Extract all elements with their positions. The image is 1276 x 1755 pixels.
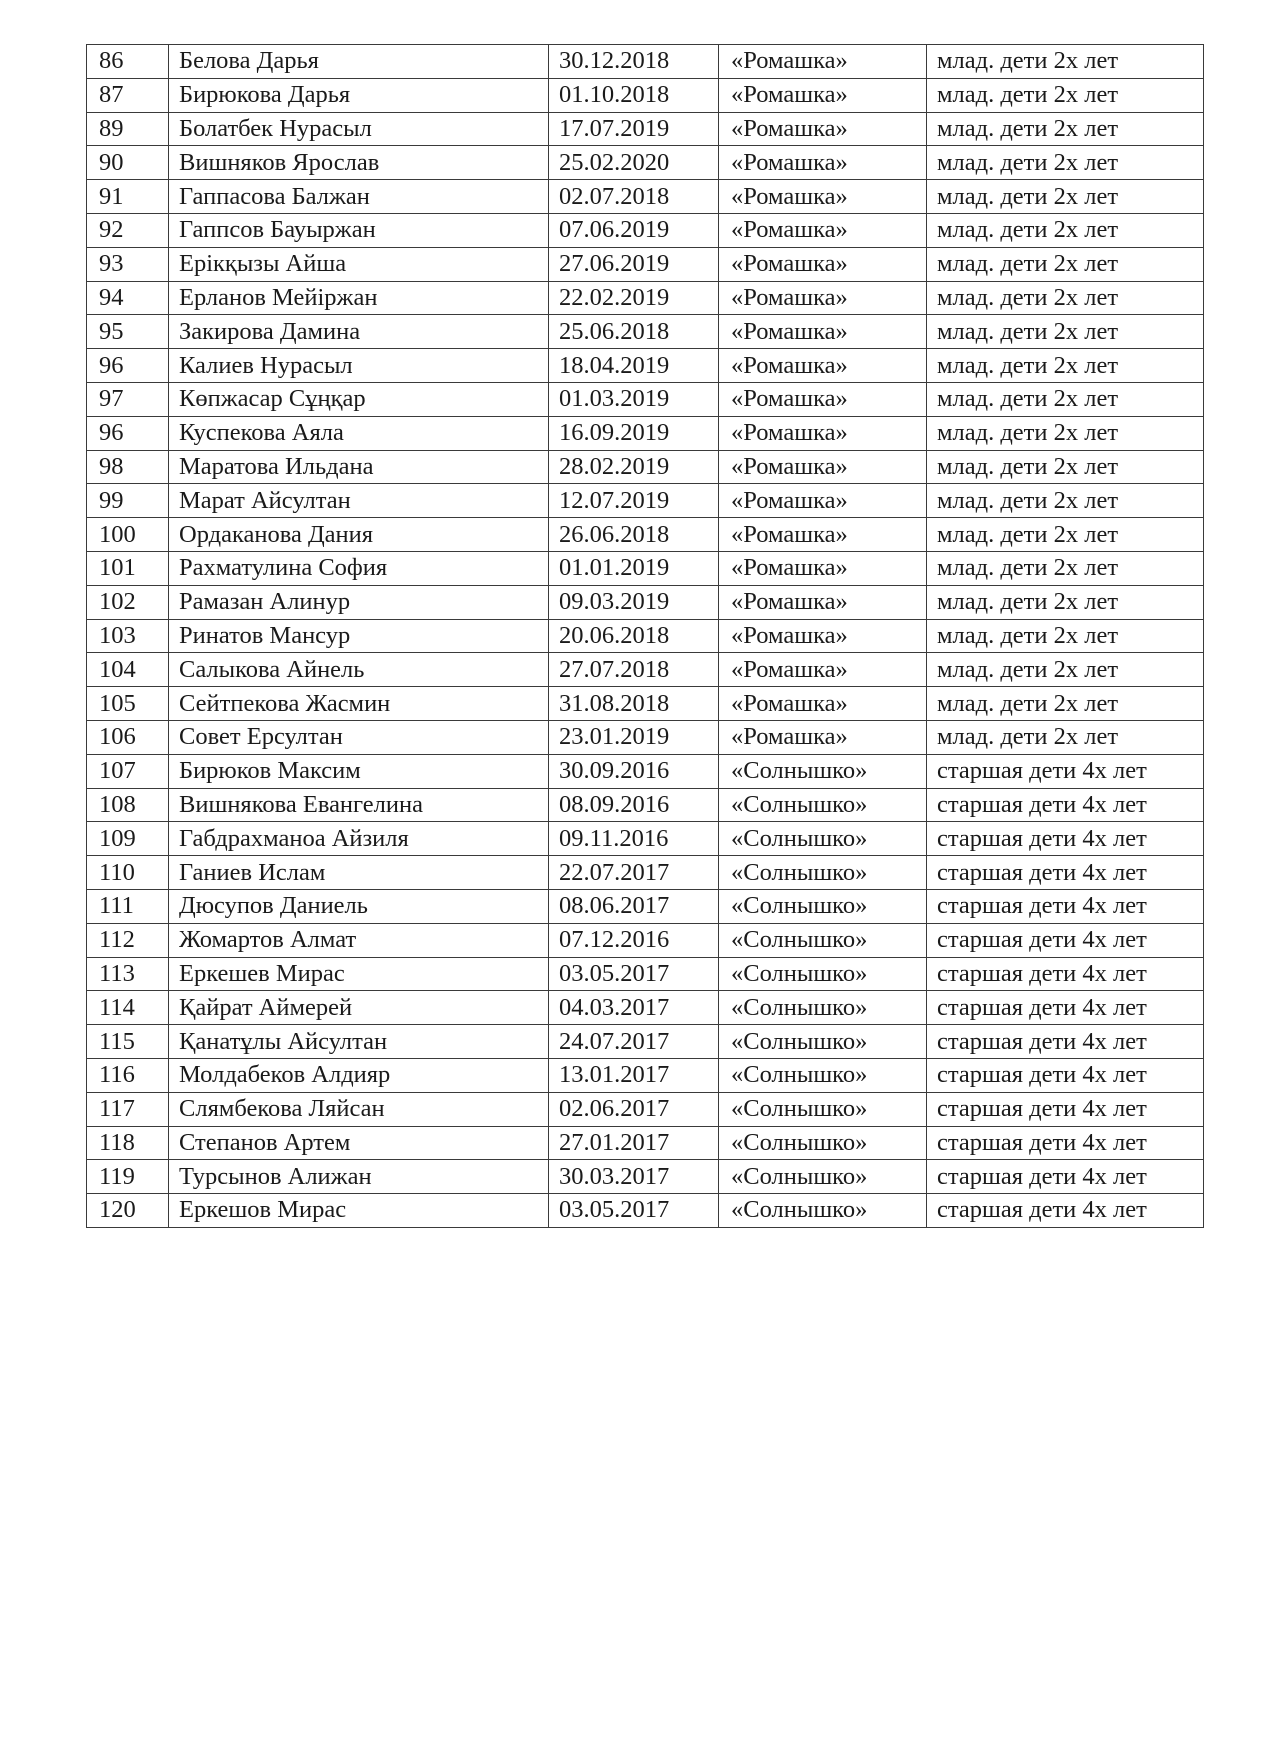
table-row bbox=[87, 146, 1204, 180]
table-row bbox=[87, 518, 1204, 552]
group-name-cell: «Ромашка» bbox=[719, 585, 927, 619]
row-number-cell: 108 bbox=[87, 788, 169, 822]
table-row bbox=[87, 78, 1204, 112]
group-name-cell: «Ромашка» bbox=[719, 78, 927, 112]
table-row bbox=[87, 856, 1204, 890]
group-name-cell: «Ромашка» bbox=[719, 450, 927, 484]
table-row bbox=[87, 1092, 1204, 1126]
group-name-cell: «Ромашка» bbox=[719, 619, 927, 653]
row-number-cell: 115 bbox=[87, 1025, 169, 1059]
group-name-cell: «Солнышко» bbox=[719, 1025, 927, 1059]
group-name-cell: «Ромашка» bbox=[719, 247, 927, 281]
child-name-cell: Бирюкова Дарья bbox=[169, 78, 549, 112]
age-group-cell: млад. дети 2х лет bbox=[927, 112, 1204, 146]
age-group-cell: млад. дети 2х лет bbox=[927, 484, 1204, 518]
group-name-cell: «Солнышко» bbox=[719, 889, 927, 923]
group-name-cell: «Солнышко» bbox=[719, 923, 927, 957]
row-number-cell: 90 bbox=[87, 146, 169, 180]
child-name-cell: Сейтпекова Жасмин bbox=[169, 687, 549, 721]
birth-date-cell: 03.05.2017 bbox=[549, 1194, 719, 1228]
row-number-cell: 110 bbox=[87, 856, 169, 890]
birth-date-cell: 20.06.2018 bbox=[549, 619, 719, 653]
birth-date-cell: 07.06.2019 bbox=[549, 213, 719, 247]
group-name-cell: «Солнышко» bbox=[719, 754, 927, 788]
birth-date-cell: 01.03.2019 bbox=[549, 382, 719, 416]
group-name-cell: «Солнышко» bbox=[719, 1160, 927, 1194]
birth-date-cell: 25.06.2018 bbox=[549, 315, 719, 349]
child-name-cell: Көпжасар Сұңқар bbox=[169, 382, 549, 416]
row-number-cell: 113 bbox=[87, 957, 169, 991]
child-name-cell: Гаппасова Балжан bbox=[169, 180, 549, 214]
age-group-cell: млад. дети 2х лет bbox=[927, 213, 1204, 247]
age-group-cell: старшая дети 4х лет bbox=[927, 1194, 1204, 1228]
table-row bbox=[87, 315, 1204, 349]
age-group-cell: старшая дети 4х лет bbox=[927, 991, 1204, 1025]
birth-date-cell: 01.10.2018 bbox=[549, 78, 719, 112]
table-row bbox=[87, 1025, 1204, 1059]
table-row bbox=[87, 416, 1204, 450]
age-group-cell: млад. дети 2х лет bbox=[927, 416, 1204, 450]
age-group-cell: млад. дети 2х лет bbox=[927, 450, 1204, 484]
child-name-cell: Марат Айсултан bbox=[169, 484, 549, 518]
age-group-cell: млад. дети 2х лет bbox=[927, 687, 1204, 721]
table-row bbox=[87, 720, 1204, 754]
birth-date-cell: 16.09.2019 bbox=[549, 416, 719, 450]
table-row bbox=[87, 281, 1204, 315]
child-name-cell: Қанатұлы Айсултан bbox=[169, 1025, 549, 1059]
table-row bbox=[87, 247, 1204, 281]
child-name-cell: Молдабеков Алдияр bbox=[169, 1058, 549, 1092]
birth-date-cell: 28.02.2019 bbox=[549, 450, 719, 484]
table-row bbox=[87, 822, 1204, 856]
birth-date-cell: 18.04.2019 bbox=[549, 349, 719, 383]
row-number-cell: 96 bbox=[87, 416, 169, 450]
table-row bbox=[87, 754, 1204, 788]
row-number-cell: 104 bbox=[87, 653, 169, 687]
row-number-cell: 119 bbox=[87, 1160, 169, 1194]
table-row bbox=[87, 349, 1204, 383]
birth-date-cell: 03.05.2017 bbox=[549, 957, 719, 991]
group-name-cell: «Солнышко» bbox=[719, 856, 927, 890]
group-name-cell: «Ромашка» bbox=[719, 551, 927, 585]
table-row bbox=[87, 450, 1204, 484]
table-row bbox=[87, 484, 1204, 518]
row-number-cell: 111 bbox=[87, 889, 169, 923]
group-name-cell: «Солнышко» bbox=[719, 991, 927, 1025]
child-name-cell: Ринатов Мансур bbox=[169, 619, 549, 653]
birth-date-cell: 30.09.2016 bbox=[549, 754, 719, 788]
group-name-cell: «Ромашка» bbox=[719, 349, 927, 383]
row-number-cell: 103 bbox=[87, 619, 169, 653]
row-number-cell: 109 bbox=[87, 822, 169, 856]
age-group-cell: старшая дети 4х лет bbox=[927, 822, 1204, 856]
row-number-cell: 92 bbox=[87, 213, 169, 247]
row-number-cell: 98 bbox=[87, 450, 169, 484]
child-name-cell: Вишнякова Евангелина bbox=[169, 788, 549, 822]
child-name-cell: Қайрат Аймерей bbox=[169, 991, 549, 1025]
group-name-cell: «Солнышко» bbox=[719, 1126, 927, 1160]
age-group-cell: млад. дети 2х лет bbox=[927, 45, 1204, 79]
age-group-cell: млад. дети 2х лет bbox=[927, 720, 1204, 754]
table-row bbox=[87, 213, 1204, 247]
child-name-cell: Рамазан Алинур bbox=[169, 585, 549, 619]
row-number-cell: 94 bbox=[87, 281, 169, 315]
child-name-cell: Слямбекова Ляйсан bbox=[169, 1092, 549, 1126]
birth-date-cell: 13.01.2017 bbox=[549, 1058, 719, 1092]
birth-date-cell: 17.07.2019 bbox=[549, 112, 719, 146]
row-number-cell: 120 bbox=[87, 1194, 169, 1228]
child-name-cell: Жомартов Алмат bbox=[169, 923, 549, 957]
birth-date-cell: 27.06.2019 bbox=[549, 247, 719, 281]
age-group-cell: млад. дети 2х лет bbox=[927, 281, 1204, 315]
age-group-cell: старшая дети 4х лет bbox=[927, 1058, 1204, 1092]
row-number-cell: 99 bbox=[87, 484, 169, 518]
table-row bbox=[87, 551, 1204, 585]
row-number-cell: 100 bbox=[87, 518, 169, 552]
age-group-cell: млад. дети 2х лет bbox=[927, 653, 1204, 687]
birth-date-cell: 08.06.2017 bbox=[549, 889, 719, 923]
birth-date-cell: 30.03.2017 bbox=[549, 1160, 719, 1194]
birth-date-cell: 27.07.2018 bbox=[549, 653, 719, 687]
table-row bbox=[87, 923, 1204, 957]
row-number-cell: 87 bbox=[87, 78, 169, 112]
group-name-cell: «Ромашка» bbox=[719, 281, 927, 315]
child-name-cell: Гаппсов Бауыржан bbox=[169, 213, 549, 247]
birth-date-cell: 01.01.2019 bbox=[549, 551, 719, 585]
group-name-cell: «Ромашка» bbox=[719, 484, 927, 518]
birth-date-cell: 04.03.2017 bbox=[549, 991, 719, 1025]
group-name-cell: «Ромашка» bbox=[719, 146, 927, 180]
row-number-cell: 89 bbox=[87, 112, 169, 146]
child-name-cell: Бирюков Максим bbox=[169, 754, 549, 788]
row-number-cell: 95 bbox=[87, 315, 169, 349]
table-row bbox=[87, 619, 1204, 653]
age-group-cell: млад. дети 2х лет bbox=[927, 247, 1204, 281]
birth-date-cell: 22.07.2017 bbox=[549, 856, 719, 890]
birth-date-cell: 09.11.2016 bbox=[549, 822, 719, 856]
birth-date-cell: 08.09.2016 bbox=[549, 788, 719, 822]
age-group-cell: млад. дети 2х лет bbox=[927, 78, 1204, 112]
row-number-cell: 112 bbox=[87, 923, 169, 957]
table-body bbox=[87, 45, 1204, 1228]
child-name-cell: Белова Дарья bbox=[169, 45, 549, 79]
group-name-cell: «Ромашка» bbox=[719, 315, 927, 349]
row-number-cell: 96 bbox=[87, 349, 169, 383]
group-name-cell: «Ромашка» bbox=[719, 382, 927, 416]
table-row bbox=[87, 45, 1204, 79]
age-group-cell: млад. дети 2х лет bbox=[927, 619, 1204, 653]
child-name-cell: Габдрахманоа Айзиля bbox=[169, 822, 549, 856]
group-name-cell: «Ромашка» bbox=[719, 687, 927, 721]
group-name-cell: «Солнышко» bbox=[719, 822, 927, 856]
age-group-cell: старшая дети 4х лет bbox=[927, 889, 1204, 923]
birth-date-cell: 22.02.2019 bbox=[549, 281, 719, 315]
birth-date-cell: 26.06.2018 bbox=[549, 518, 719, 552]
row-number-cell: 91 bbox=[87, 180, 169, 214]
table-row bbox=[87, 653, 1204, 687]
table-row bbox=[87, 1160, 1204, 1194]
row-number-cell: 106 bbox=[87, 720, 169, 754]
age-group-cell: млад. дети 2х лет bbox=[927, 349, 1204, 383]
group-name-cell: «Ромашка» bbox=[719, 720, 927, 754]
child-name-cell: Маратова Ильдана bbox=[169, 450, 549, 484]
table-row bbox=[87, 112, 1204, 146]
child-name-cell: Турсынов Алижан bbox=[169, 1160, 549, 1194]
child-name-cell: Ордаканова Дания bbox=[169, 518, 549, 552]
age-group-cell: старшая дети 4х лет bbox=[927, 957, 1204, 991]
age-group-cell: млад. дети 2х лет bbox=[927, 518, 1204, 552]
table-row bbox=[87, 687, 1204, 721]
age-group-cell: млад. дети 2х лет bbox=[927, 585, 1204, 619]
child-name-cell: Калиев Нурасыл bbox=[169, 349, 549, 383]
birth-date-cell: 09.03.2019 bbox=[549, 585, 719, 619]
age-group-cell: старшая дети 4х лет bbox=[927, 923, 1204, 957]
row-number-cell: 118 bbox=[87, 1126, 169, 1160]
child-name-cell: Вишняков Ярослав bbox=[169, 146, 549, 180]
age-group-cell: старшая дети 4х лет bbox=[927, 788, 1204, 822]
age-group-cell: старшая дети 4х лет bbox=[927, 1025, 1204, 1059]
table-row bbox=[87, 788, 1204, 822]
age-group-cell: старшая дети 4х лет bbox=[927, 754, 1204, 788]
age-group-cell: млад. дети 2х лет bbox=[927, 551, 1204, 585]
row-number-cell: 107 bbox=[87, 754, 169, 788]
table-row bbox=[87, 1058, 1204, 1092]
child-name-cell: Ганиев Ислам bbox=[169, 856, 549, 890]
group-name-cell: «Солнышко» bbox=[719, 1092, 927, 1126]
group-name-cell: «Ромашка» bbox=[719, 45, 927, 79]
age-group-cell: старшая дети 4х лет bbox=[927, 1160, 1204, 1194]
table-row bbox=[87, 957, 1204, 991]
table-row bbox=[87, 1194, 1204, 1228]
group-name-cell: «Солнышко» bbox=[719, 788, 927, 822]
birth-date-cell: 02.06.2017 bbox=[549, 1092, 719, 1126]
row-number-cell: 117 bbox=[87, 1092, 169, 1126]
age-group-cell: старшая дети 4х лет bbox=[927, 1126, 1204, 1160]
row-number-cell: 101 bbox=[87, 551, 169, 585]
table-row bbox=[87, 991, 1204, 1025]
group-name-cell: «Солнышко» bbox=[719, 957, 927, 991]
group-name-cell: «Ромашка» bbox=[719, 416, 927, 450]
age-group-cell: млад. дети 2х лет bbox=[927, 315, 1204, 349]
child-name-cell: Болатбек Нурасыл bbox=[169, 112, 549, 146]
table-row bbox=[87, 889, 1204, 923]
child-name-cell: Закирова Дамина bbox=[169, 315, 549, 349]
birth-date-cell: 24.07.2017 bbox=[549, 1025, 719, 1059]
row-number-cell: 97 bbox=[87, 382, 169, 416]
birth-date-cell: 12.07.2019 bbox=[549, 484, 719, 518]
birth-date-cell: 31.08.2018 bbox=[549, 687, 719, 721]
child-name-cell: Совет Ерсултан bbox=[169, 720, 549, 754]
table-row bbox=[87, 180, 1204, 214]
group-name-cell: «Солнышко» bbox=[719, 1194, 927, 1228]
child-name-cell: Степанов Артем bbox=[169, 1126, 549, 1160]
table-row bbox=[87, 382, 1204, 416]
child-name-cell: Еркешев Мирас bbox=[169, 957, 549, 991]
row-number-cell: 114 bbox=[87, 991, 169, 1025]
group-name-cell: «Ромашка» bbox=[719, 518, 927, 552]
age-group-cell: млад. дети 2х лет bbox=[927, 146, 1204, 180]
table-row bbox=[87, 585, 1204, 619]
birth-date-cell: 02.07.2018 bbox=[549, 180, 719, 214]
birth-date-cell: 07.12.2016 bbox=[549, 923, 719, 957]
group-name-cell: «Ромашка» bbox=[719, 180, 927, 214]
age-group-cell: старшая дети 4х лет bbox=[927, 1092, 1204, 1126]
group-name-cell: «Ромашка» bbox=[719, 653, 927, 687]
child-name-cell: Еркешов Мирас bbox=[169, 1194, 549, 1228]
child-name-cell: Салыкова Айнель bbox=[169, 653, 549, 687]
age-group-cell: млад. дети 2х лет bbox=[927, 382, 1204, 416]
row-number-cell: 86 bbox=[87, 45, 169, 79]
group-name-cell: «Ромашка» bbox=[719, 112, 927, 146]
child-name-cell: Ерланов Мейіржан bbox=[169, 281, 549, 315]
row-number-cell: 93 bbox=[87, 247, 169, 281]
child-name-cell: Дюсупов Даниель bbox=[169, 889, 549, 923]
age-group-cell: старшая дети 4х лет bbox=[927, 856, 1204, 890]
row-number-cell: 102 bbox=[87, 585, 169, 619]
birth-date-cell: 27.01.2017 bbox=[549, 1126, 719, 1160]
child-name-cell: Куспекова Аяла bbox=[169, 416, 549, 450]
birth-date-cell: 30.12.2018 bbox=[549, 45, 719, 79]
child-name-cell: Ерікқызы Айша bbox=[169, 247, 549, 281]
children-list-table bbox=[86, 44, 1204, 1228]
row-number-cell: 105 bbox=[87, 687, 169, 721]
group-name-cell: «Ромашка» bbox=[719, 213, 927, 247]
table-row bbox=[87, 1126, 1204, 1160]
age-group-cell: млад. дети 2х лет bbox=[927, 180, 1204, 214]
birth-date-cell: 23.01.2019 bbox=[549, 720, 719, 754]
child-name-cell: Рахматулина София bbox=[169, 551, 549, 585]
group-name-cell: «Солнышко» bbox=[719, 1058, 927, 1092]
row-number-cell: 116 bbox=[87, 1058, 169, 1092]
birth-date-cell: 25.02.2020 bbox=[549, 146, 719, 180]
